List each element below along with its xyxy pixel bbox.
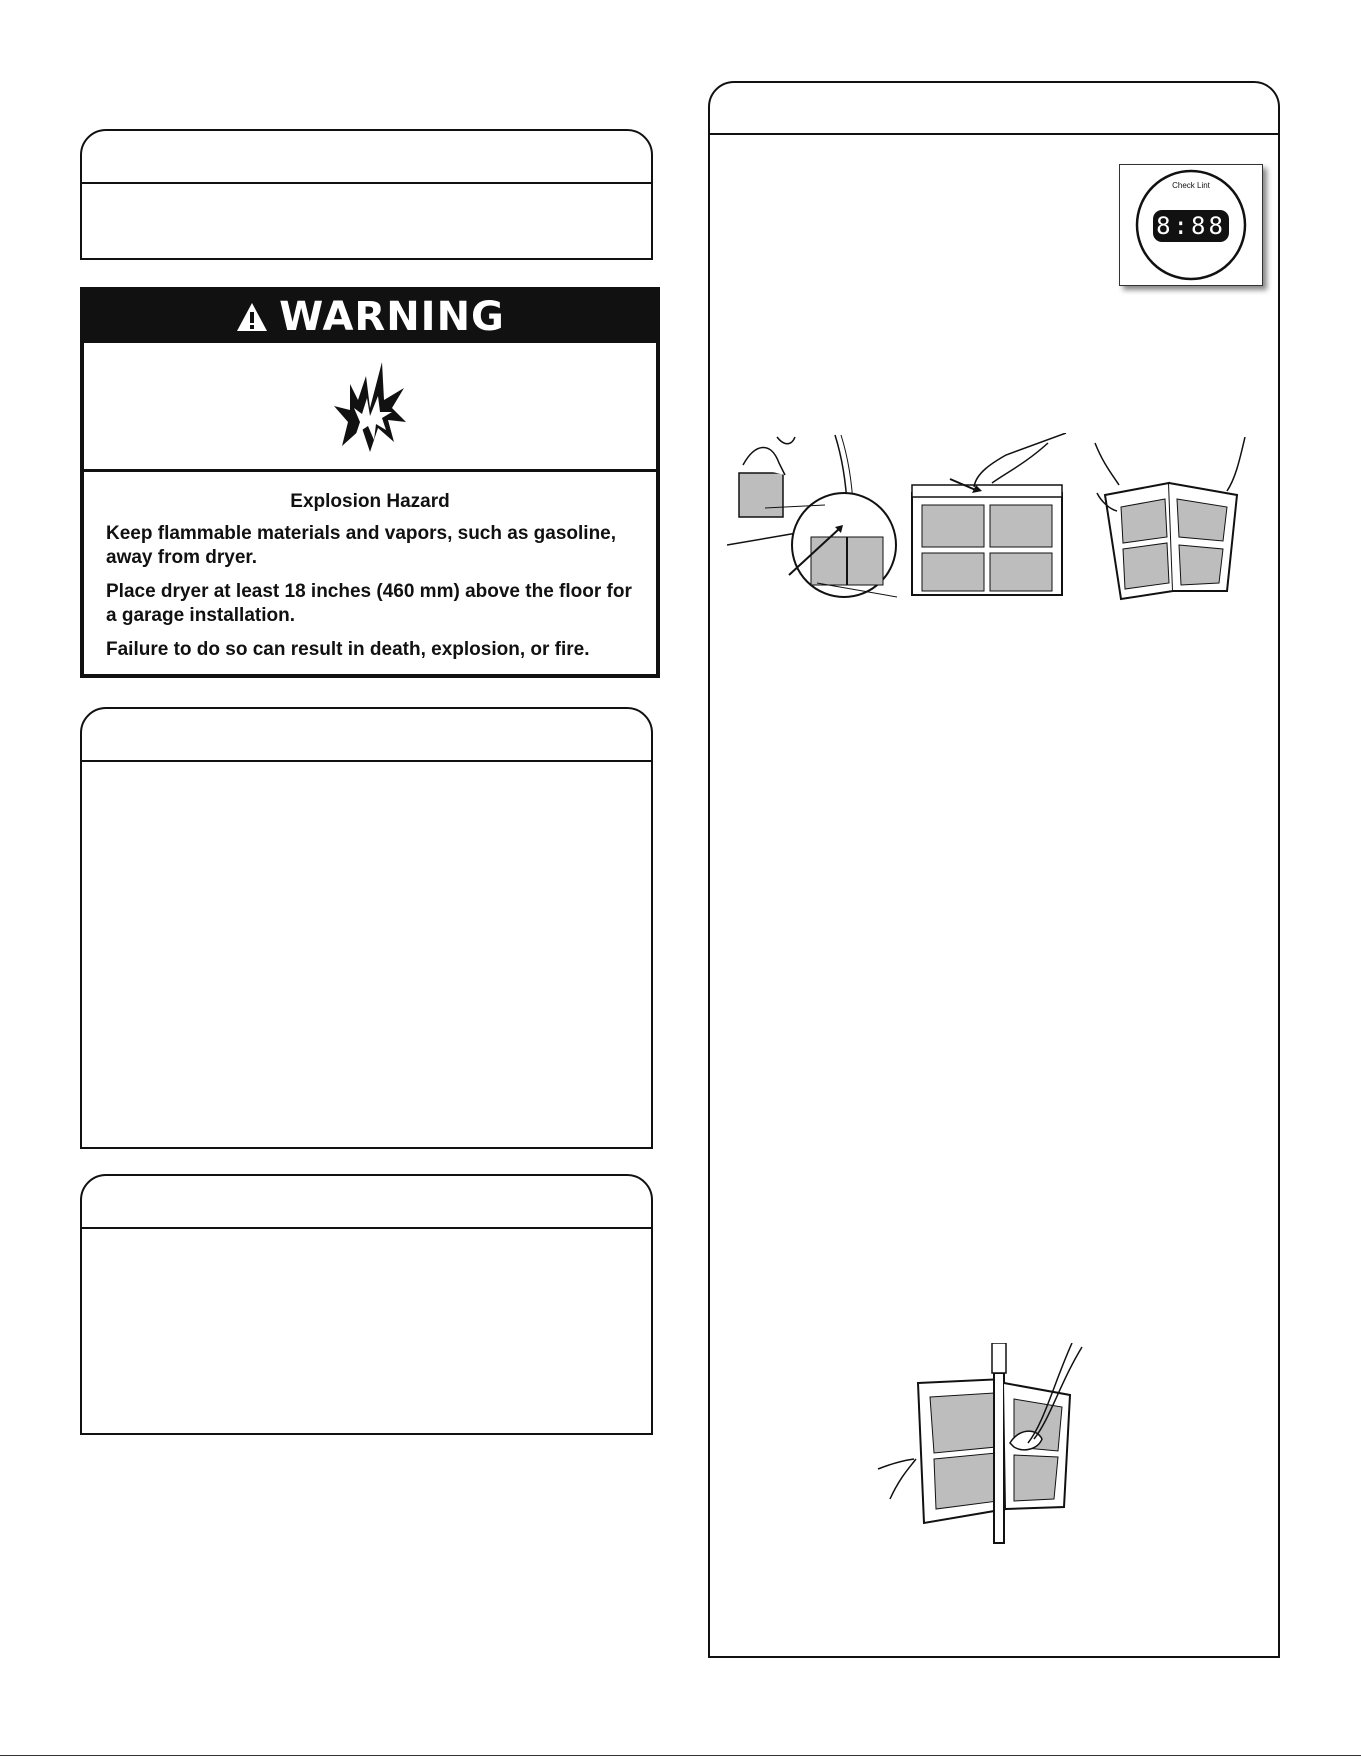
section-header-bar bbox=[82, 131, 651, 184]
display-label: Check Lint bbox=[1172, 181, 1210, 190]
warning-icon-row bbox=[84, 343, 656, 472]
warning-body bbox=[84, 472, 656, 662]
warning-header bbox=[84, 291, 656, 343]
section-header-bar bbox=[710, 83, 1278, 135]
warning-title: WARNING bbox=[279, 294, 505, 340]
warning-line: Place dryer at least 18 inches (460 mm) above the floor for a garage installation. bbox=[106, 581, 632, 626]
lint-screen-handle-illustration bbox=[906, 433, 1076, 603]
explosion-icon bbox=[320, 356, 420, 456]
section-header-bar bbox=[82, 709, 651, 762]
section-header-bar bbox=[82, 1176, 651, 1229]
lint-screen-vacuum-illustration bbox=[874, 1343, 1084, 1545]
lint-screen-removal-illustration bbox=[727, 433, 899, 603]
lint-screen-open-illustration bbox=[1077, 433, 1255, 603]
section-box-3 bbox=[80, 1174, 653, 1435]
display-digits: 8:88 bbox=[1156, 212, 1226, 240]
warning-panel bbox=[80, 287, 660, 678]
warning-line: Keep flammable materials and vapors, such as gasoline, away from dryer. bbox=[106, 523, 617, 568]
warning-triangle-icon bbox=[235, 301, 269, 333]
section-box-1 bbox=[80, 129, 653, 260]
footer-divider bbox=[0, 1755, 1361, 1756]
lint-trap-vacuum-illustration bbox=[1004, 844, 1262, 992]
control-display-panel bbox=[1119, 164, 1263, 286]
warning-line: Failure to do so can result in death, explosion, or fire. bbox=[106, 639, 590, 660]
section-box-2 bbox=[80, 707, 653, 1149]
warning-subtitle: Explosion Hazard bbox=[290, 491, 450, 512]
